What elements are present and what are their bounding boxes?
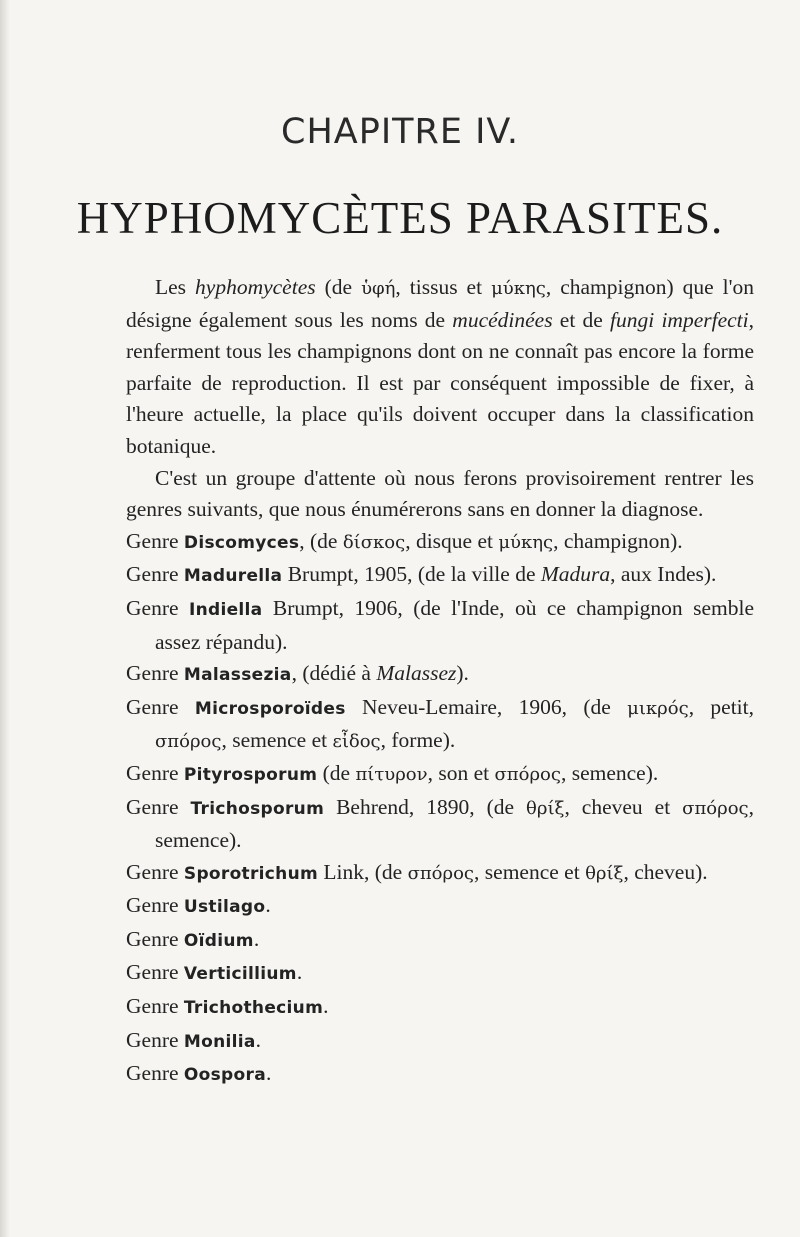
genre-entry-pityrosporum: Genre Pityrosporum (de πίτυρον, son et σπόρος, semence). bbox=[126, 760, 659, 785]
chapter-heading: CHAPITRE IV. bbox=[281, 112, 519, 152]
genre-entry-oospora: Genre Oospora. bbox=[126, 1061, 272, 1086]
genre-entry-microsporoides: Genre Microsporoïdes Neveu-Lemaire, 1906, (de μικρός, petit, σπόρος, semence et εἶδος, forme). bbox=[126, 694, 755, 753]
genre-entry-monilia: Genre Monilia. bbox=[126, 1027, 262, 1052]
genre-entry-ustilago: Genre Ustilago. bbox=[126, 893, 271, 918]
text-body bbox=[126, 272, 754, 1092]
genre-entry-sporotrichum: Genre Sporotrichum Link, (de σπόρος, semence et θρίξ, cheveu). bbox=[126, 859, 708, 884]
genre-entry-trichosporum: Genre Trichosporum Behrend, 1890, (de θρίξ, cheveu et σπόρος, semence). bbox=[126, 794, 754, 853]
genre-entry-discomyces: Genre Discomyces, (de δίσκος, disque et μύκης, champignon). bbox=[126, 528, 683, 553]
genre-entry-oidium: Genre Oïdium. bbox=[126, 926, 260, 951]
second-paragraph: C'est un groupe d'attente où nous ferons provisoirement rentrer les genres suivants, que nous énumérerons sans en donner la diagnose. bbox=[126, 465, 754, 522]
page-title: HYPHOMYCÈTES PARASITES. bbox=[76, 193, 724, 243]
intro-paragraph: Les hyphomycètes (de ὑφή, tissus et μύκης, champignon) que l'on désigne également sous les noms de mucédinées et de fungi imperfecti, renferment tous les champignons dont on ne connaît pas encore la forme parfaite de reproduction. Il est par conséquent impossible de fixer, à l'heure actuelle, la place qu'ils doivent occuper dans la classification botanique. bbox=[126, 275, 754, 458]
genre-entry-verticillium: Genre Verticillium. bbox=[126, 960, 303, 985]
genre-entry-malassezia: Genre Malassezia, (dédié à Malassez). bbox=[126, 661, 469, 686]
page-gutter-shadow bbox=[0, 0, 10, 1237]
genre-entry-indiella: Genre Indiella Brumpt, 1906, (de l'Inde, où ce champignon semble assez répandu). bbox=[126, 595, 755, 654]
genre-entry-trichothecium: Genre Trichothecium. bbox=[126, 994, 329, 1019]
genre-entry-madurella: Genre Madurella Brumpt, 1905, (de la ville de Madura, aux Indes). bbox=[126, 562, 717, 587]
